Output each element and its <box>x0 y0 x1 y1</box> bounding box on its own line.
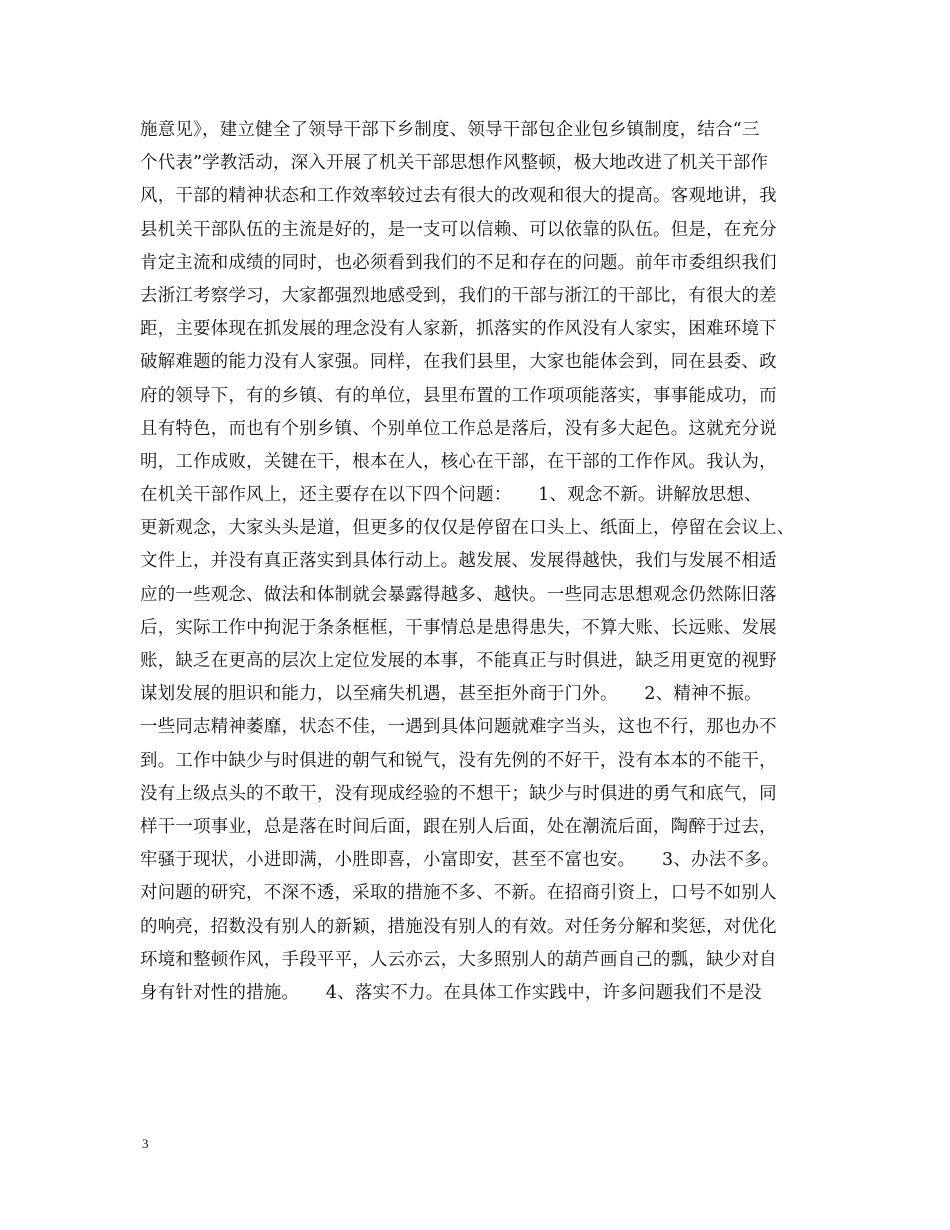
text-line: 风，干部的精神状态和工作效率较过去有很大的改观和很大的提高。客观地讲，我 <box>140 186 777 207</box>
text-line: 环境和整顿作风，手段平平，人云亦云，大多照别人的葫芦画自己的瓢，缺少对自 <box>140 949 777 970</box>
text-line: 对问题的研究，不深不透，采取的措施不多、不新。在招商引资上，口号不如别人 <box>140 883 777 904</box>
text-line: 文件上，并没有真正落实到具体行动上。越发展、发展得越快，我们与发展不相适 <box>140 551 777 572</box>
text-line: 更新观念，大家头头是道，但更多的仅仅是停留在口头上、纸面上，停留在会议上、 <box>140 518 795 539</box>
text-line: 府的领导下，有的乡镇、有的单位，县里布置的工作项项能落实，事事能成功，而 <box>140 385 777 406</box>
text-line: 县机关干部队伍的主流是好的，是一支可以信赖、可以依靠的队伍。但是，在充分 <box>140 219 777 240</box>
text-line: 应的一些观念、做法和体制就会暴露得越多、越快。一些同志思想观念仍然陈旧落 <box>140 584 777 605</box>
text-line: 肯定主流和成绩的同时，也必须看到我们的不足和存在的问题。前年市委组织我们 <box>140 252 777 273</box>
text-line: 后，实际工作中拘泥于条条框框，干事情总是患得患失，不算大账、长远账、发展 <box>140 617 777 638</box>
text-line: 施意见》，建立健全了领导干部下乡制度、领导干部包企业包乡镇制度，结合“三 <box>140 120 760 140</box>
text-line: 身有针对性的措施。 4、落实不力。在具体工作实践中，许多问题我们不是没 <box>140 982 762 1003</box>
text-line: 破解难题的能力没有人家强。同样，在我们县里，大家也能体会到，同在县委、政 <box>140 352 777 373</box>
text-line: 且有特色，而也有个别乡镇、个别单位工作总是落后，没有多大起色。这就充分说 <box>140 418 777 439</box>
text-line: 谋划发展的胆识和能力，以至痛失机遇，甚至拒外商于门外。 2、精神不振。 <box>140 684 762 705</box>
page-number: 3 <box>142 1136 149 1151</box>
text-line: 的响亮，招数没有别人的新颖，措施没有别人的有效。对任务分解和奖惩，对优化 <box>140 916 777 937</box>
text-line: 在机关干部作风上，还主要存在以下四个问题： 1、观念不新。讲解放思想、 <box>140 485 762 506</box>
text-line: 去浙江考察学习，大家都强烈地感受到，我们的干部与浙江的干部比，有很大的差 <box>140 285 777 306</box>
text-line: 没有上级点头的不敢干，没有现成经验的不想干；缺少与时俱进的勇气和底气，同 <box>140 783 777 804</box>
text-line: 距，主要体现在抓发展的理念没有人家新，抓落实的作风没有人家实，困难环境下 <box>140 319 777 340</box>
text-line: 一些同志精神萎靡，状态不佳，一遇到具体问题就难字当头，这也不行，那也办不 <box>140 717 777 738</box>
text-line: 账，缺乏在更高的层次上定位发展的本事，不能真正与时俱进，缺乏用更宽的视野 <box>140 651 777 671</box>
body-text <box>140 114 830 1010</box>
text-line: 牢骚于现状，小进即满，小胜即喜，小富即安，甚至不富也安。 3、办法不多。 <box>140 850 780 871</box>
text-line: 到。工作中缺少与时俱进的朝气和锐气，没有先例的不好干，没有本本的不能干， <box>140 750 777 771</box>
text-line: 明，工作成败，关键在干，根本在人，核心在干部，在干部的工作作风。我认为， <box>140 451 777 472</box>
text-line: 样干一项事业，总是落在时间后面，跟在别人后面，处在潮流后面，陶醉于过去， <box>140 816 777 837</box>
text-line: 个代表”学教活动，深入开展了机关干部思想作风整顿，极大地改进了机关干部作 <box>140 153 769 174</box>
